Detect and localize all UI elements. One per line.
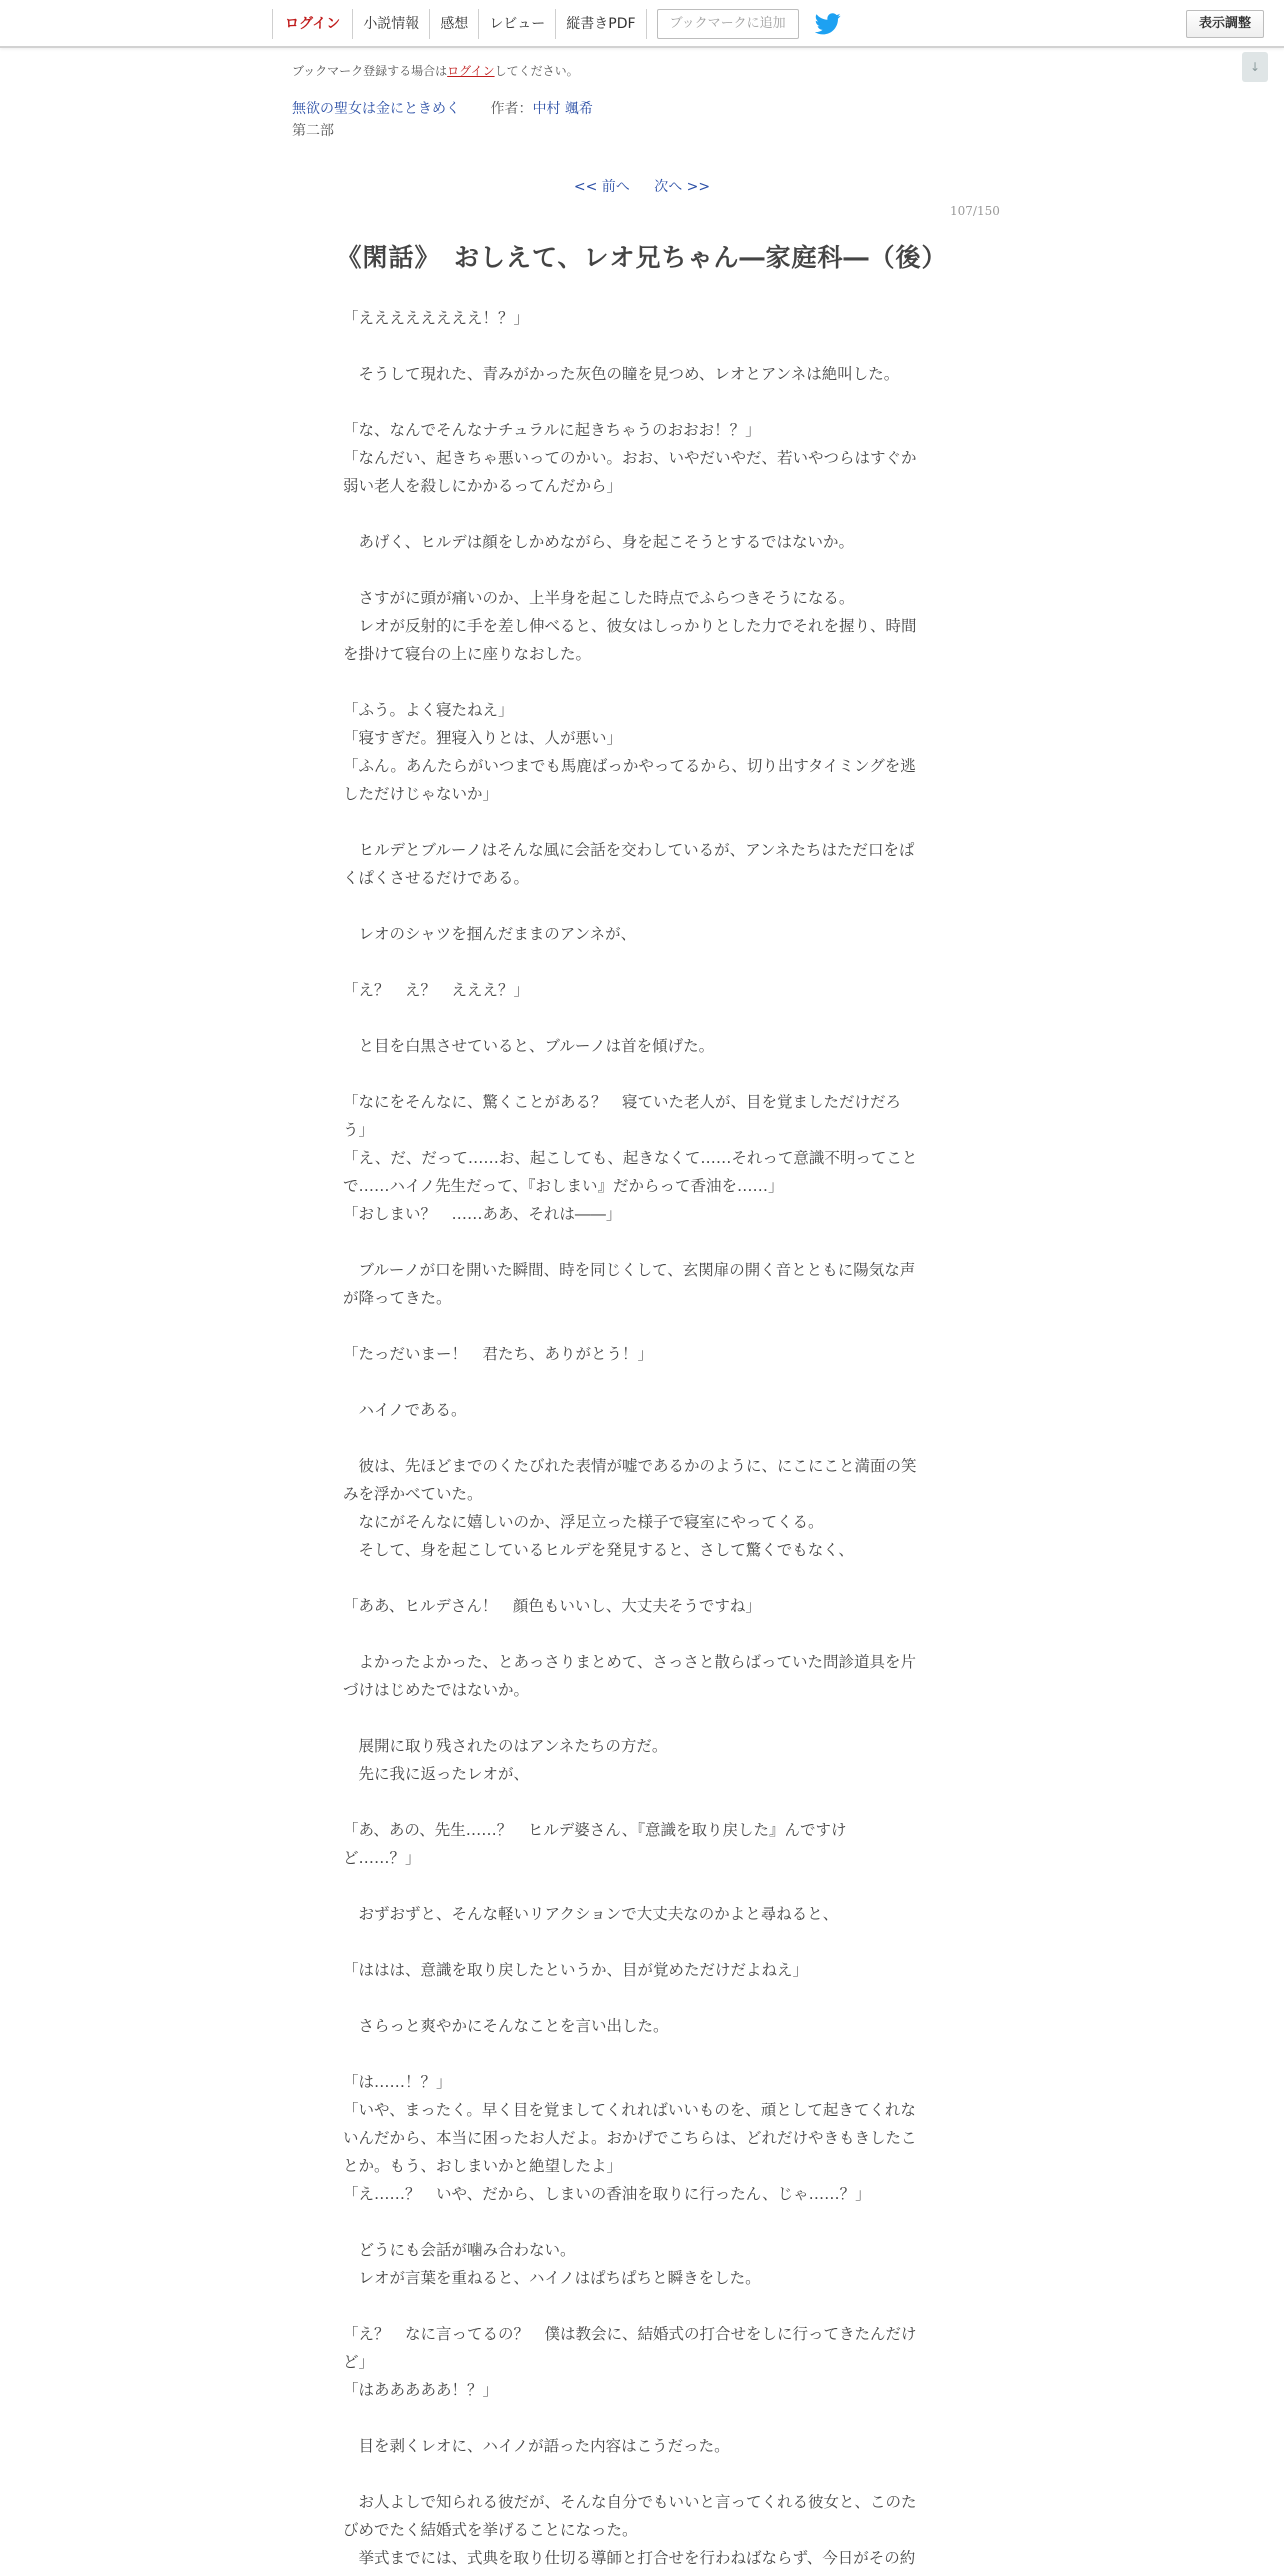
body-line — [343, 808, 943, 836]
body-line — [343, 1564, 943, 1592]
body-line — [343, 2292, 943, 2320]
body-line — [343, 332, 943, 360]
vertical-pdf-link[interactable]: 縦書きPDF — [555, 9, 646, 39]
body-line: づけはじめたではないか。 — [343, 1681, 530, 1699]
body-line — [343, 2208, 943, 2236]
body-line: いんだから、本当に困ったお人だよ。おかげでこちらは、どれだけやきもきしたこ — [343, 2129, 917, 2147]
scroll-down-icon[interactable]: ↓ — [1242, 52, 1268, 82]
body-line: 「は……！？」 — [343, 2073, 452, 2091]
novel-body — [343, 304, 943, 2572]
body-line: そうして現れた、青みがかった灰色の瞳を見つめ、レオとアンネは絶叫した。 — [343, 365, 900, 383]
body-line: とか。もう、おしまいかと絶望したよ」 — [343, 2157, 623, 2175]
body-line: 「なにをそんなに、驚くことがある？ 寝ていた老人が、目を覚ましただけだろ — [343, 1093, 902, 1111]
bookmark-login-note — [292, 62, 579, 79]
novel-info-link[interactable]: 小説情報 — [352, 9, 429, 39]
body-line — [343, 1004, 943, 1032]
body-line: 「あ、あの、先生……？ ヒルデ婆さん、『意識を取り戻した』んですけ — [343, 1821, 847, 1839]
body-line: を掛けて寝台の上に座りなおした。 — [343, 645, 592, 663]
body-line: びめでたく結婚式を挙げることになった。 — [343, 2521, 638, 2539]
body-line: ど……？」 — [343, 1849, 421, 1867]
body-line: しただけじゃないか」 — [343, 785, 499, 803]
body-line: どうにも会話が噛み合わない。 — [343, 2241, 576, 2259]
body-line: 「おしまい？ ……ああ、それは――」 — [343, 1205, 622, 1223]
body-line — [343, 1424, 943, 1452]
body-line: と目を白黒させていると、ブルーノは首を傾げた。 — [343, 1037, 715, 1055]
body-line: う」 — [343, 1121, 375, 1139]
body-line: 「え……？ いや、だから、しまいの香油を取りに行ったん、じゃ……？」 — [343, 2185, 871, 2203]
body-line: みを浮かべていた。 — [343, 1485, 483, 1503]
body-line: 「ああ、ヒルデさん！ 顔色もいいし、大丈夫そうですね」 — [343, 1597, 761, 1615]
body-line — [343, 1060, 943, 1088]
twitter-share-icon[interactable] — [815, 13, 841, 35]
body-line: 「たっだいまー！ 君たち、ありがとう！」 — [343, 1345, 654, 1363]
body-line — [343, 1228, 943, 1256]
body-line — [343, 1368, 943, 1396]
previous-episode-link[interactable]: << 前へ — [573, 179, 630, 195]
body-line: さらっと爽やかにそんなことを言い出した。 — [343, 2017, 669, 2035]
body-line — [343, 1312, 943, 1340]
body-line: 「寝すぎだ。狸寝入りとは、人が悪い」 — [343, 729, 623, 747]
body-line: おずおずと、そんな軽いリアクションで大丈夫なのかよと尋ねると、 — [343, 1905, 839, 1923]
bookmark-note-suffix: してください。 — [494, 64, 579, 78]
body-line — [343, 892, 943, 920]
body-line: なにがそんなに嬉しいのか、浮足立った様子で寝室にやってくる。 — [343, 1513, 824, 1531]
body-line: 「ええええええええ！？」 — [343, 309, 530, 327]
body-line: 「な、なんでそんなナチュラルに起きちゃうのおおお！？」 — [343, 421, 761, 439]
body-line: 先に我に返ったレオが、 — [343, 1765, 530, 1783]
body-line — [343, 948, 943, 976]
chapter-title: 第二部 — [292, 123, 334, 139]
next-episode-link[interactable]: 次へ >> — [654, 179, 711, 195]
top-navigation-bar — [0, 0, 1284, 48]
body-line: 挙式までには、式典を取り仕切る導師と打合せを行わねばならず、今日がその約 — [343, 2549, 916, 2567]
body-line: 「ふう。よく寝たねえ」 — [343, 701, 514, 719]
body-line: 彼は、先ほどまでのくたびれた表情が嘘であるかのように、にこにこと満面の笑 — [343, 1457, 917, 1475]
body-line: レオのシャツを掴んだままのアンネが、 — [343, 925, 637, 943]
body-line: 「いや、まったく。早く目を覚ましてくれればいいものを、頑として起きてくれな — [343, 2101, 916, 2119]
body-line: ヒルデとブルーノはそんな風に会話を交わしているが、アンネたちはただ口をぱ — [343, 841, 915, 859]
display-settings-button[interactable]: 表示調整 — [1186, 10, 1264, 38]
body-line — [343, 556, 943, 584]
body-line: 弱い老人を殺しにかかるってんだから」 — [343, 477, 623, 495]
episode-pager — [0, 176, 1284, 196]
body-line: 「ふん。あんたらがいつまでも馬鹿ばっかやってるから、切り出すタイミングを逃 — [343, 757, 916, 775]
review-link[interactable]: レビュー — [478, 9, 555, 39]
body-line: で……ハイノ先生だって、『おしまい』だからって香油を……」 — [343, 1177, 784, 1195]
main-nav — [272, 8, 841, 40]
body-line: 「はあああああ！？」 — [343, 2381, 499, 2399]
body-line: ハイノである。 — [343, 1401, 467, 1419]
body-line: 目を剥くレオに、ハイノが語った内容はこうだった。 — [343, 2437, 730, 2455]
login-link[interactable]: ログイン — [272, 9, 352, 39]
body-line: 展開に取り残されたのはアンネたちの方だ。 — [343, 1737, 668, 1755]
body-line — [343, 1984, 943, 2012]
episode-title: 《閑話》 おしえて、レオ兄ちゃん―家庭科―（後） — [336, 243, 948, 272]
body-line — [343, 2040, 943, 2068]
body-line: さすがに頭が痛いのか、上半身を起こした時点でふらつきそうになる。 — [343, 589, 855, 607]
body-line: くぱくさせるだけである。 — [343, 869, 530, 887]
body-line: お人よしで知られる彼だが、そんな自分でもいいと言ってくれる彼女と、このた — [343, 2493, 917, 2511]
body-line: が降ってきた。 — [343, 1289, 452, 1307]
author-label: 作者： — [490, 101, 533, 117]
body-line — [343, 388, 943, 416]
body-line: レオが言葉を重ねると、ハイノはぱちぱちと瞬きをした。 — [343, 2269, 761, 2287]
body-line: 「ははは、意識を取り戻したというか、目が覚めただけだよねえ」 — [343, 1961, 809, 1979]
body-line: よかったよかった、とあっさりまとめて、さっさと散らばっていた問診道具を片 — [343, 1653, 917, 1671]
bookmark-note-prefix: ブックマーク登録する場合は — [292, 64, 448, 78]
body-line: 「なんだい、起きちゃ悪いってのかい。おお、いやだいやだ、若いやつらはすぐか — [343, 449, 917, 467]
body-line: 「え？ え？ えええ？」 — [343, 981, 530, 999]
body-line: あげく、ヒルデは顔をしかめながら、身を起こそうとするではないか。 — [343, 533, 855, 551]
body-line: ブルーノが口を開いた瞬間、時を同じくして、玄関扉の開く音とともに陽気な声 — [343, 1261, 916, 1279]
body-line — [343, 2460, 943, 2488]
body-line — [343, 1704, 943, 1732]
body-line: ど」 — [343, 2353, 375, 2371]
body-line: そして、身を起こしているヒルデを発見すると、さして驚くでもなく、 — [343, 1541, 854, 1559]
body-line — [343, 500, 943, 528]
bookmark-note-login-link[interactable]: ログイン — [447, 64, 495, 78]
series-info — [292, 98, 593, 118]
impressions-link[interactable]: 感想 — [429, 9, 478, 39]
body-line — [343, 668, 943, 696]
novel-title-link[interactable]: 無欲の聖女は金にときめく — [292, 101, 460, 117]
body-line — [343, 1620, 943, 1648]
body-line — [343, 2404, 943, 2432]
add-bookmark-button[interactable]: ブックマークに追加 — [657, 9, 799, 39]
episode-counter: 107/150 — [950, 204, 1000, 218]
body-line — [343, 1872, 943, 1900]
body-line: 「え？ なに言ってるの？ 僕は教会に、結婚式の打合せをしに行ってきたんだけ — [343, 2325, 917, 2343]
body-line — [343, 1788, 943, 1816]
body-line — [343, 1928, 943, 1956]
author-link[interactable]: 中村 颯希 — [532, 101, 593, 117]
body-line: レオが反射的に手を差し伸べると、彼女はしっかりとした力でそれを握り、時間 — [343, 617, 917, 635]
body-line: 「え、だ、だって……お、起こしても、起きなくて……それって意識不明ってこと — [343, 1149, 918, 1167]
